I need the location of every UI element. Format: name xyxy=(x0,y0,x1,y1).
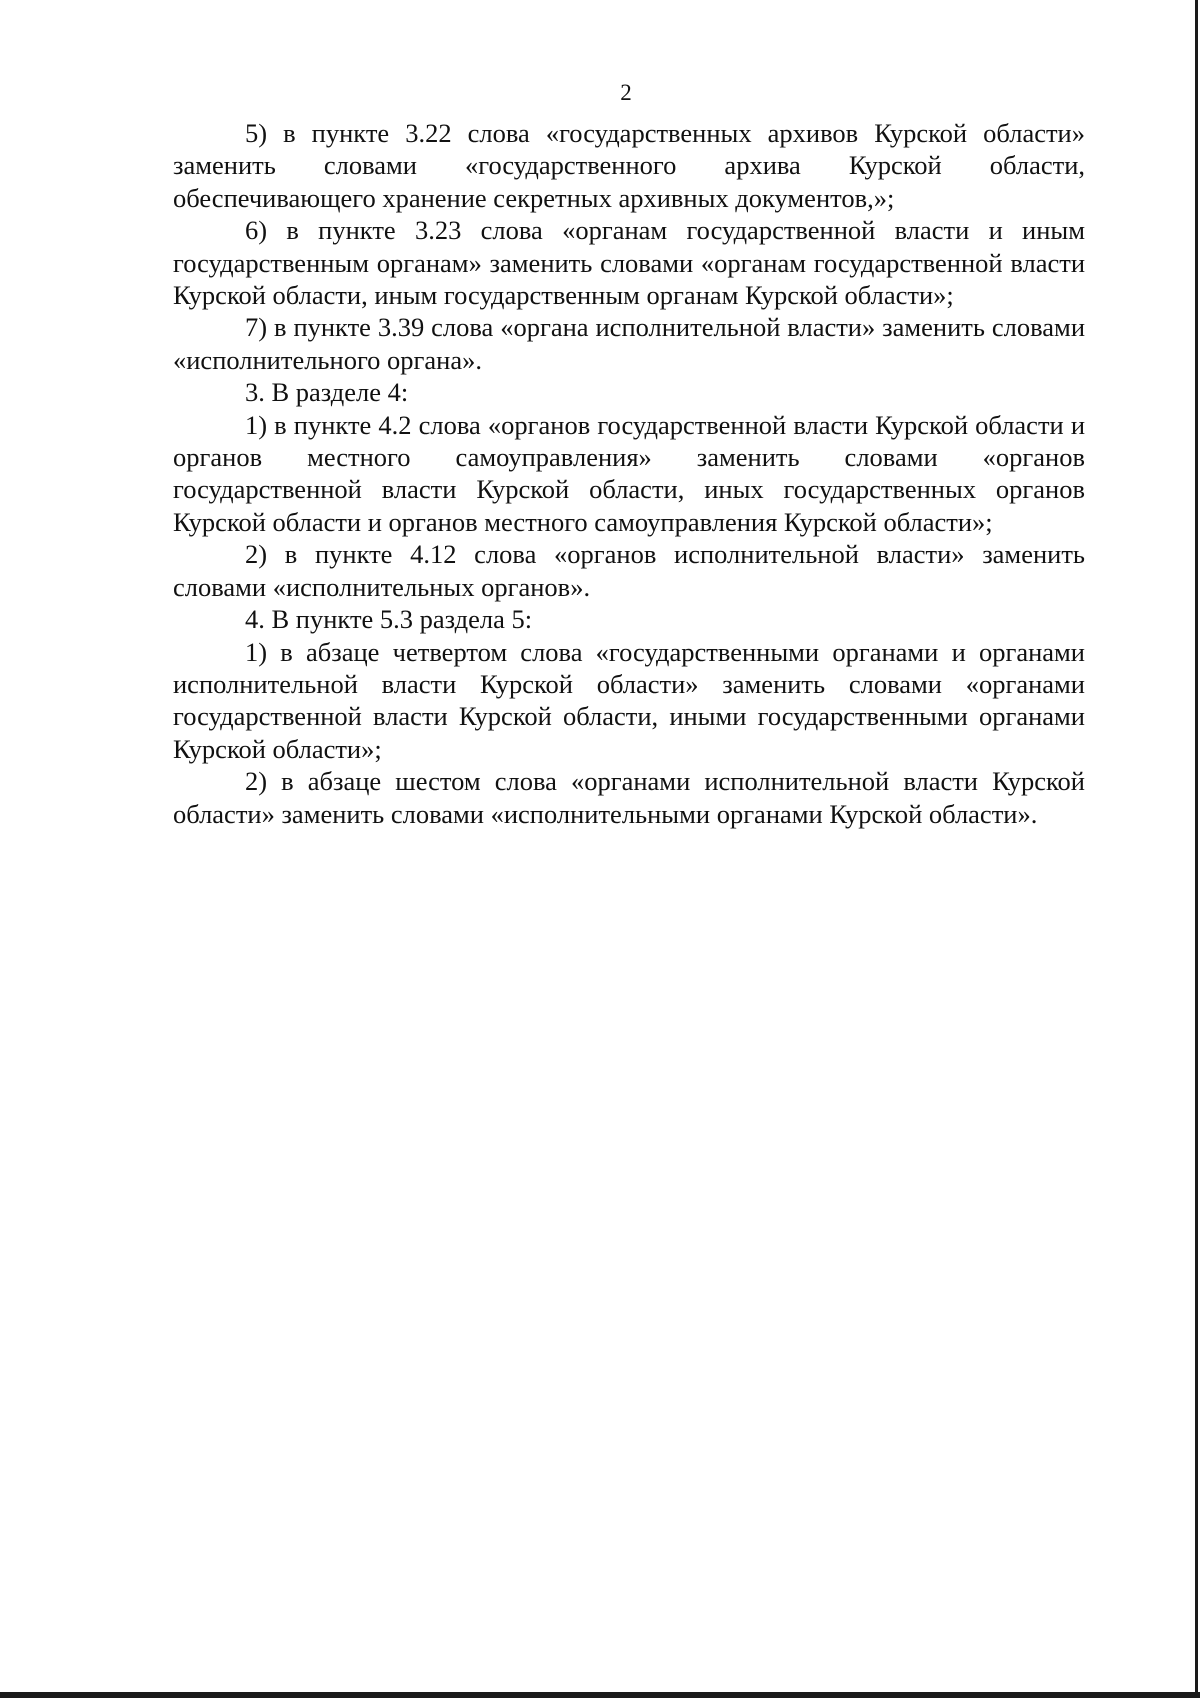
paragraph-section4-item-2: 2) в пункте 4.12 слова «органов исполнительной власти» заменить словами «исполнительных органов». xyxy=(173,539,1085,602)
paragraph-section5-item-1: 1) в абзаце четвертом слова «государственными органами и органами исполнительной власти Курской области» заменить словами «органами государственной власти Курской области, иными государственными органами Курской области»; xyxy=(173,636,1085,764)
page-number: 2 xyxy=(620,80,632,105)
paragraph-item-7: 7) в пункте 3.39 слова «органа исполнительной власти» заменить словами «исполнительного органа». xyxy=(173,312,1085,375)
scan-edge-bottom xyxy=(0,1692,1200,1698)
section-heading-3: 3. В разделе 4: xyxy=(245,377,409,408)
document-body xyxy=(173,117,1085,830)
paragraph-section4-item-1: 1) в пункте 4.2 слова «органов государственной власти Курской области и органов местного самоуправления» заменить словами «органов государственной власти Курской области, иных государственных органов Курской области и органов местного самоуправления Курской области»; xyxy=(173,409,1085,537)
paragraph-item-6: 6) в пункте 3.23 слова «органам государственной власти и иным государственным органам» заменить словами «органам государственной власти Курской области, иным государственным органам Курской области»; xyxy=(173,215,1085,311)
section-heading-4: 4. В пункте 5.3 раздела 5: xyxy=(245,604,533,635)
paragraph-section5-item-2: 2) в абзаце шестом слова «органами исполнительной власти Курской области» заменить словами «исполнительными органами Курской области». xyxy=(173,766,1085,829)
paragraph-item-5: 5) в пункте 3.22 слова «государственных архивов Курской области» заменить словами «государственного архива Курской области, обеспечивающего хранение секретных архивных документов,»; xyxy=(173,118,1085,213)
scan-edge-right xyxy=(1195,0,1198,1698)
